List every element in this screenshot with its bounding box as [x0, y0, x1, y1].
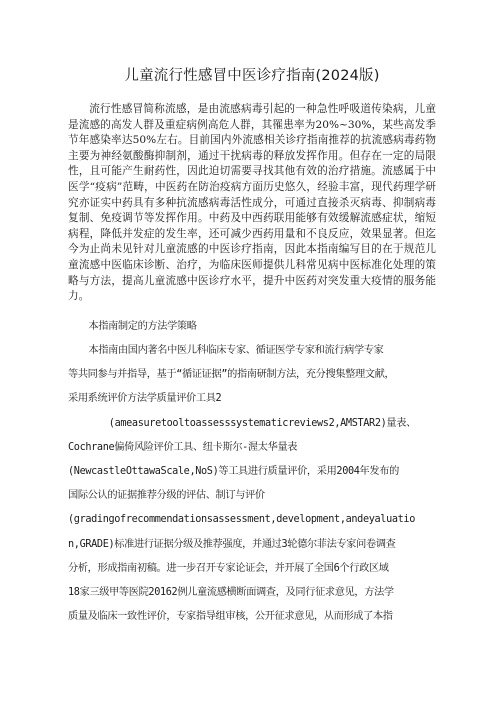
method-line: (NewcastleOttawaScale,NoS)等工具进行质量评价，采用2004年发布的 — [68, 465, 399, 477]
method-line: Cochrane偏倚风险评价工具、纽卡斯尔-渥太华量表 — [68, 441, 298, 453]
method-line: (ameasuretooltoassesssystematicreviews2,AMSTAR2)量表、 — [108, 417, 416, 429]
intro-paragraph: 流行性感冒简称流感，是由流感病毒引起的一种急性呼吸道传染病，儿童是流感的高发人群及重症病例高危人群，其罹患率为20%~30%，某些高发季节年感染率达50%左右。目前国内外流感相关诊疗指南推荐的抗流感病毒药物主要为神经氨酸酶抑制剂，通过干扰病毒的释放发挥作用。但存在一定的局限性，且可能产生耐药性，因此迫切需要寻找其他有效的治疗措施。流感属于中医学“疫病”范畴，中医药在防治疫病方面历史悠久，经验丰富，现代药理学研究亦证实中药具有多种抗流感病毒活性成分，可通过直接杀灭病毒、抑制病毒复制、免疫调节等发挥作用。中药及中西药联用能够有效缓解流感症状，缩短病程，降低并发症的发生率，还可减少西药用量和不良反应，效果显著。但迄今为止尚未见针对儿童流感的中医诊疗指南，因此本指南编写目的在于规范儿童流感中医临床诊断、治疗，为临床医师提供儿科常见病中医标准化处理的策略与方法，提高儿童流感中医诊疗水平，提升中医药对突发重大疫情的服务能力。 — [68, 103, 436, 303]
method-line: 等共同参与并指导，基于“循证证据”的指南研制方法，充分搜集整理文献， — [68, 369, 395, 381]
method-line: 采用系统评价方法学质量评价工具2 — [68, 393, 222, 405]
method-line: 质量及临床一致性评价，专家指导组审核，公开征求意见，从而形成了本指 — [68, 611, 393, 623]
section-heading: 本指南制定的方法学策略 — [88, 320, 197, 332]
method-line: (gradingofrecommendationsassessment,development,andeyaluatio — [68, 514, 416, 526]
method-line: 国际公认的证据推荐分级的评估、制订与评价 — [68, 490, 265, 502]
method-paragraph — [68, 339, 436, 629]
method-line: n,GRADE)标准进行证据分级及推荐强度，并通过3轮德尔菲法专家问卷调查 — [68, 538, 396, 550]
method-line: 本指南由国内著名中医儿科临床专家、循证医学专家和流行病学专家 — [88, 344, 384, 356]
method-line: 18家三级甲等医院20162例儿童流感横断面调查，及同行征求意见，方法学 — [68, 586, 394, 598]
document-title: 儿童流行性感冒中医诊疗指南(2024版) — [124, 68, 380, 84]
method-line: 分析，形成指南初稿。进一步召开专家论证会，并开展了全国6个行政区域 — [68, 562, 389, 574]
